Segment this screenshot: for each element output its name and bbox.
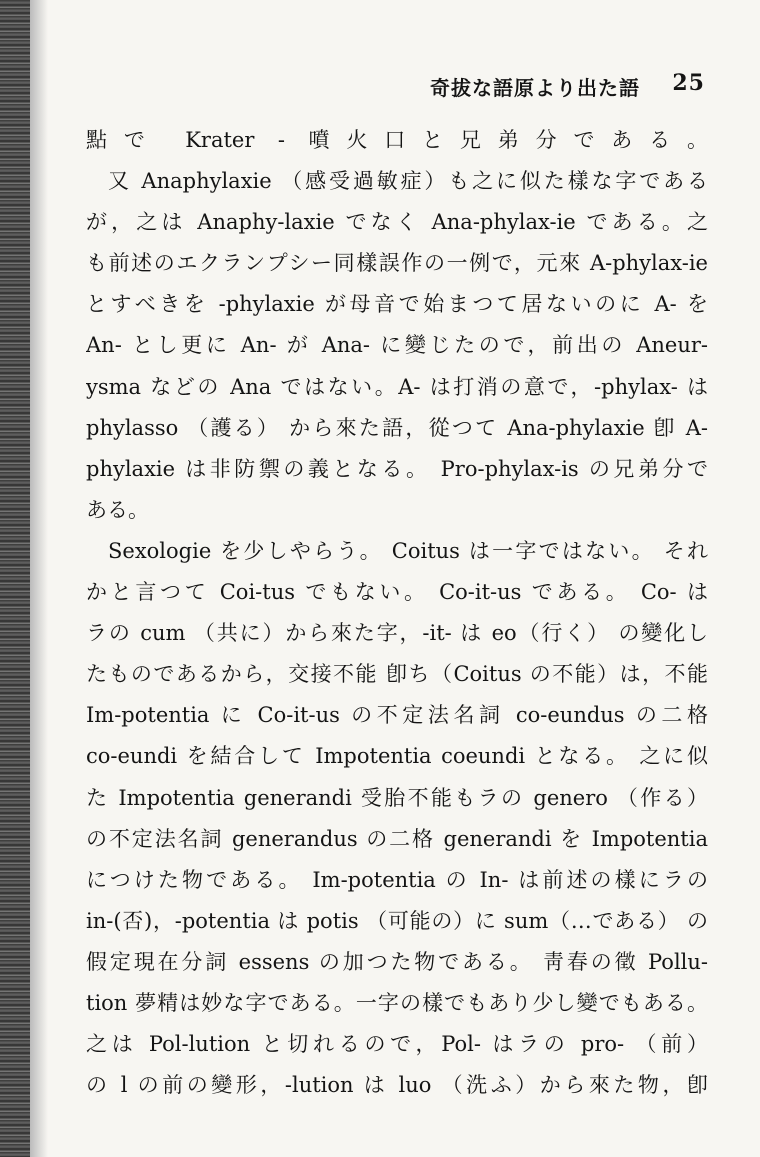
page-gutter	[30, 0, 48, 1157]
text-line: かと言つて Coi-tus でもない。 Co-it-us である。 Co- は	[86, 580, 708, 605]
page-body	[86, 120, 708, 1106]
text-line: 又 Anaphylaxie （感受過敏症）も之に似た樣な字である	[108, 169, 708, 194]
text-line: の不定法名詞 generandus の二格 generandi を Impotentia	[86, 826, 708, 851]
text-line: 假定現在分詞 essens の加つた物である。 靑春の徵 Pollu-	[86, 949, 708, 974]
text-line: たものであるから，交接不能 卽ち（Coitus の不能）は，不能	[86, 662, 708, 687]
page-number: 25	[672, 70, 705, 96]
text-line: phylaxie は非防禦の義となる。 Pro-phylax-is の兄弟分で	[86, 456, 708, 481]
running-header	[430, 70, 705, 100]
text-line: phylasso （護る） から來た語，從つて Ana-phylaxie 卽 A-	[86, 415, 708, 440]
text-line: tion 夢精は妙な字である。一字の樣でもあり少し變でもある。	[86, 990, 708, 1015]
text-line: の l の前の變形，-lution は luo （洗ふ）から來た物，卽	[86, 1073, 708, 1098]
running-title: 奇拔な語原より出た語	[430, 76, 640, 100]
text-line: ysma などの Ana ではない。A- は打消の意で，-phylax- は	[86, 374, 708, 399]
text-line: co-eundi を結合して Impotentia coeundi となる。 之に似	[86, 744, 708, 769]
text-line: とすべきを -phylaxie が母音で始まつて居ないのに A- を	[86, 292, 708, 317]
text-line: た Impotentia generandi 受胎不能もラの genero （作る）	[86, 785, 708, 810]
text-line: Im-potentia に Co-it-us の不定法名詞 co-eundus の二格	[86, 703, 708, 728]
text-line: An- とし更に An- が Ana- に變じたので，前出の Aneur-	[86, 333, 708, 358]
text-line: につけた物である。 Im-potentia の In- は前述の樣にラの	[86, 867, 708, 892]
text-line: 之は Pol-lution と切れるので，Pol- はラの pro- （前）	[86, 1032, 708, 1057]
book-binding-shadow	[0, 0, 30, 1157]
text-line: が，之は Anaphy-laxie でなく Ana-phylax-ie である。之	[86, 210, 708, 235]
text-line: ラの cum （共に）から來た字，-it- は eo（行く） の變化し	[86, 621, 708, 646]
text-line: ある。	[86, 497, 149, 522]
text-line: Sexologie を少しやらう。 Coitus は一字ではない。 それ	[108, 538, 708, 563]
text-line: in-(否)，-potentia は potis （可能の）に sum（…である） の	[86, 908, 708, 933]
text-line: も前述のエクランプシー同樣誤作の一例で，元來 A-phylax-ie	[86, 251, 708, 276]
text-line: 點で Krater - 噴火口と兄弟分である。	[86, 128, 708, 152]
